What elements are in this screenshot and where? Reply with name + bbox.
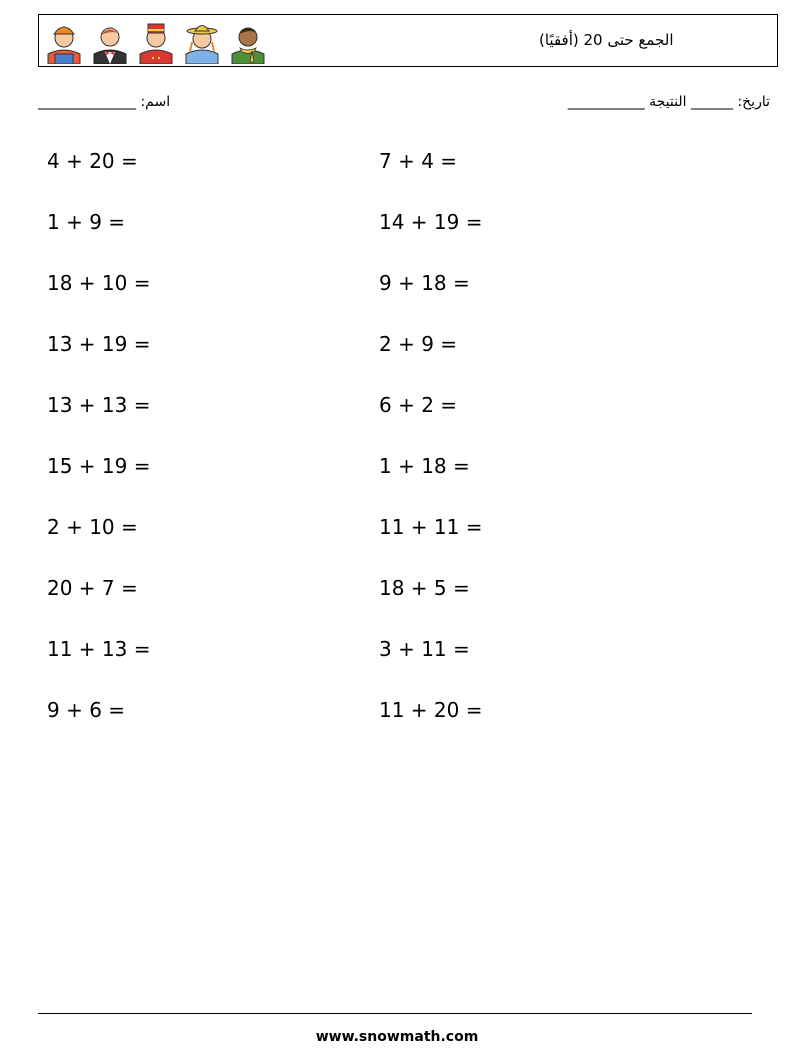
problem-left-7: 2 + 10 = bbox=[47, 515, 138, 539]
problem-right-4: 2 + 9 = bbox=[379, 332, 458, 356]
date-score-field: تاريخ: ______ النتيجة ___________ bbox=[567, 94, 770, 110]
problem-right-7: 11 + 11 = bbox=[379, 515, 483, 539]
worksheet-title: الجمع حتى 20 (أفقيًا) bbox=[539, 31, 674, 49]
worker-icon bbox=[44, 18, 84, 64]
problem-left-6: 15 + 19 = bbox=[47, 454, 151, 478]
footer-url: www.snowmath.com bbox=[315, 1029, 479, 1045]
problem-left-3: 18 + 10 = bbox=[47, 271, 151, 295]
problem-left-9: 11 + 13 = bbox=[47, 637, 151, 661]
problem-right-3: 9 + 18 = bbox=[379, 271, 470, 295]
problem-right-2: 14 + 19 = bbox=[379, 210, 483, 234]
scarf-person-icon bbox=[228, 18, 268, 64]
name-field: اسم: ______________ bbox=[38, 94, 171, 110]
problem-right-6: 1 + 18 = bbox=[379, 454, 470, 478]
farmer-icon bbox=[182, 18, 222, 64]
header-box bbox=[38, 14, 778, 67]
waiter-icon bbox=[90, 18, 130, 64]
problem-left-4: 13 + 19 = bbox=[47, 332, 151, 356]
footer-divider bbox=[38, 1013, 752, 1014]
problem-left-5: 13 + 13 = bbox=[47, 393, 151, 417]
problem-right-9: 3 + 11 = bbox=[379, 637, 470, 661]
bellboy-icon bbox=[136, 18, 176, 64]
problem-right-10: 11 + 20 = bbox=[379, 698, 483, 722]
problem-left-8: 20 + 7 = bbox=[47, 576, 138, 600]
problem-right-5: 6 + 2 = bbox=[379, 393, 458, 417]
problem-right-1: 7 + 4 = bbox=[379, 149, 458, 173]
problem-left-10: 9 + 6 = bbox=[47, 698, 126, 722]
problem-left-1: 4 + 20 = bbox=[47, 149, 138, 173]
problem-right-8: 18 + 5 = bbox=[379, 576, 470, 600]
problem-left-2: 1 + 9 = bbox=[47, 210, 126, 234]
